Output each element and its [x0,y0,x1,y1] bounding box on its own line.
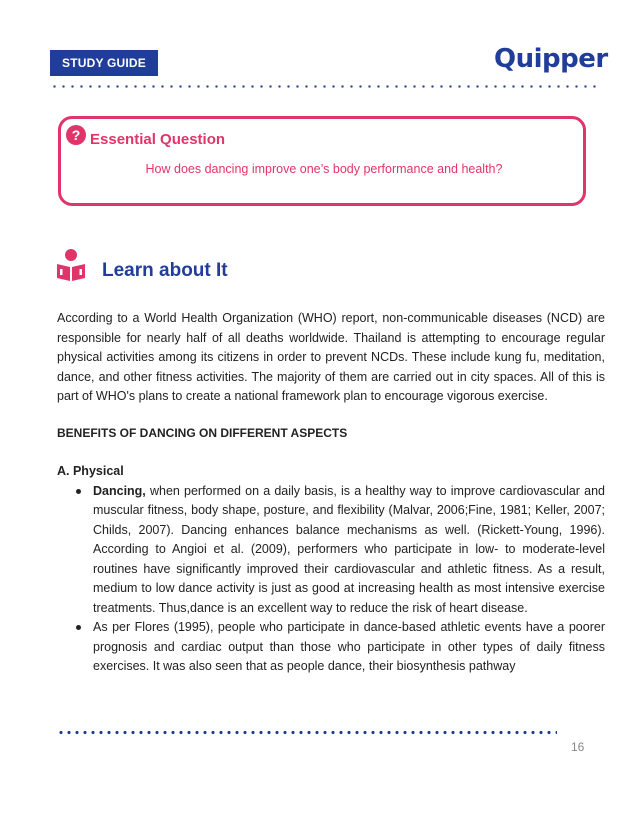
page-number: 16 [571,740,585,754]
essential-question-text: How does dancing improve one’s body performance and health? [145,162,503,176]
list-item [57,482,605,619]
study-guide-badge: STUDY GUIDE [50,50,158,76]
intro-paragraph: According to a World Health Organization (WHO) report, non-communicable diseases (NCD) are responsible for nearly half of all deaths worldwide. Thailand is attempting to encourage regular physical activities among its citizens in order to prevent NCDs. These include kung fu, meditation, dance, and other fitness activities. The majority of them are carried out in city spaces. All of this is part of WHO's plans to create a national framework plan to encourage vigorous exercise. [57,311,605,403]
footer-dotted-divider [57,731,557,734]
quipper-logo: Quipper [494,44,608,74]
list-item [57,618,605,677]
benefits-list [57,482,605,677]
bullet-bold-lead: Dancing, [93,483,146,498]
question-icon: ? [66,125,86,145]
reading-person-icon [56,248,86,282]
bullet-text: As per Flores (1995), people who participate in dance-based athletic events have a poorer prognosis and cardiac output than those who participate in other types of daily fitness exercises. It was also seen that as people dance, their biosynthesis pathway [93,620,605,673]
header-dotted-divider [50,85,602,88]
learn-about-it-heading: Learn about It [102,260,228,281]
bullet-icon [76,489,81,494]
subsection-heading: A. Physical [57,464,124,478]
essential-question-title: Essential Question [90,131,226,148]
section-heading: BENEFITS OF DANCING ON DIFFERENT ASPECTS [57,425,348,440]
bullet-text: when performed on a daily basis, is a healthy way to improve cardiovascular and muscular fitness, body shape, posture, and flexibility (Malvar, 2006;Fine, 1981; Keller, 2007; Childs, 2007). Dancing enhances balance mechanisms as well. (Rickett-Young, 1996). According to Angioi et al. (2009), performers who participate in low- to moderate-level routines have significantly improved their cardiovascular and athletic fitness. As a result, medium to low dance activity is just as good at increasing health as most intensive exercise treatments. Thus,dance is an excellent way to reduce the risk of heart disease. [93,483,605,615]
essential-question-box [58,116,586,206]
bullet-icon [76,625,81,630]
main-content [57,309,605,677]
